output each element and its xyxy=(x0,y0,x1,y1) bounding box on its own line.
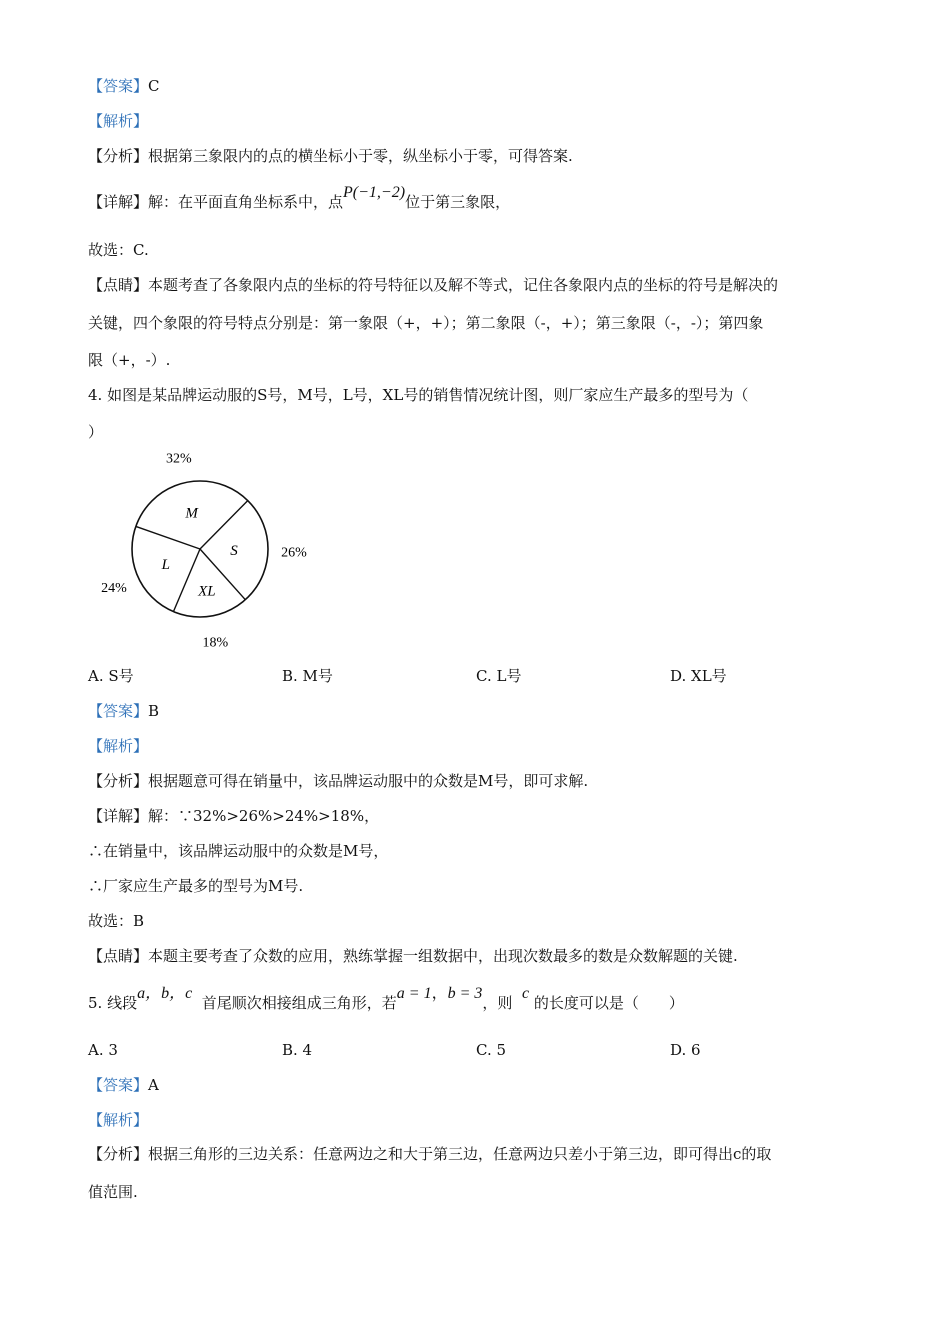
q5-stem-text-3: ，则 xyxy=(482,994,513,1012)
q3-dianjing-line-1 xyxy=(88,275,778,295)
q3-answer-line xyxy=(88,76,160,96)
pie-percent-label: 18% xyxy=(202,635,229,651)
q5-condition-b: b = 3 xyxy=(447,985,483,1002)
q4-option-b[interactable]: B. M号 xyxy=(282,667,333,685)
pie-percent-label: 26% xyxy=(281,545,307,561)
q5-stem-line xyxy=(88,983,684,1014)
q5-option-b[interactable]: B. 4 xyxy=(282,1041,313,1059)
q5-option-d[interactable]: D. 6 xyxy=(670,1041,701,1059)
answer-tag: 【答案】 xyxy=(88,1076,149,1094)
answer-tag: 【答案】 xyxy=(88,77,149,95)
q4-choice: 故选：B xyxy=(88,912,145,930)
pie-percent-label: 24% xyxy=(101,580,127,596)
q5-condition-a: a = 1 xyxy=(396,985,432,1002)
q3-choice: 故选：C. xyxy=(88,241,149,259)
q5-stem-text-2: 首尾顺次相接组成三角形，若 xyxy=(201,994,397,1012)
pie-slice-s xyxy=(200,501,248,549)
fenxi-text: 根据题意可得在销量中，该品牌运动服中的众数是M号，即可求解. xyxy=(148,772,589,790)
q5-option-c[interactable]: C. 5 xyxy=(476,1041,507,1059)
q5-fenxi-line-1 xyxy=(88,1144,771,1164)
fenxi-tag: 【分析】 xyxy=(88,147,149,165)
q5-stem-text: 5. 线段 xyxy=(88,994,138,1012)
xiangjie-text: 解：∵32%>26%>24%>18%， xyxy=(148,807,380,825)
q5-analysis-tag: 【解析】 xyxy=(88,1111,149,1129)
q3-dianjing-line-2: 关键，四个象限的符号特点分别是：第一象限（+，+）；第二象限（-，+）；第三象限（-，-）；第四象 xyxy=(88,314,764,332)
q4-xiangjie-line xyxy=(88,806,379,826)
fenxi-tag: 【分析】 xyxy=(88,772,149,790)
q4-option-d[interactable]: D. XL号 xyxy=(670,667,727,685)
xiangjie-tag: 【详解】 xyxy=(88,807,149,825)
dianjing-text: 本题考查了各象限内点的坐标的符号特征以及解不等式，记住各象限内点的坐标的符号是解决的 xyxy=(148,276,779,294)
q5-fenxi-line-2: 值范围. xyxy=(88,1183,138,1201)
q3-dianjing-line-3: 限（+，-）. xyxy=(88,351,171,369)
q3-xiangjie-line xyxy=(88,184,511,213)
answer-value: C xyxy=(148,77,160,95)
pie-chart xyxy=(85,452,345,652)
pie-category-label: S xyxy=(230,542,238,559)
q3-analysis-tag: 【解析】 xyxy=(88,112,149,130)
point-formula: P(−1,−2) xyxy=(343,184,406,201)
answer-value: B xyxy=(148,702,160,720)
fenxi-text: 根据三角形的三边关系：任意两边之和大于第三边，任意两边只差小于第三边，即可得出c的取 xyxy=(148,1145,772,1163)
q5-variable-c: c xyxy=(521,985,530,1002)
q4-xiangjie-line-2: ∴在销量中，该品牌运动服中的众数是M号， xyxy=(88,842,389,860)
q4-stem-line-1: 4. 如图是某品牌运动服的S号，M号，L号，XL号的销售情况统计图，则厂家应生产最多的型号为（ xyxy=(88,386,749,404)
pie-category-label: XL xyxy=(198,583,216,600)
q5-answer-line xyxy=(88,1075,159,1095)
q4-dianjing-line xyxy=(88,946,738,966)
dianjing-tag: 【点睛】 xyxy=(88,276,149,294)
q4-option-a[interactable]: A. S号 xyxy=(88,667,134,685)
answer-value: A xyxy=(148,1076,159,1094)
xiangjie-tag: 【详解】 xyxy=(88,193,149,211)
q4-option-c[interactable]: C. L号 xyxy=(476,667,522,685)
pie-slice-l xyxy=(173,549,200,612)
q5-separator: ， xyxy=(431,983,448,1002)
q4-stem-line-2: ） xyxy=(88,423,104,441)
xiangjie-text-end: 位于第三象限， xyxy=(405,193,511,211)
fenxi-text: 根据第三象限内的点的横坐标小于零，纵坐标小于零，可得答案. xyxy=(148,147,573,165)
q4-fenxi-line xyxy=(88,771,588,791)
pie-category-label: L xyxy=(161,557,170,574)
pie-slice-m xyxy=(136,526,200,549)
q5-stem-text-4: 的长度可以是（ ） xyxy=(533,994,684,1012)
pie-percent-label: 32% xyxy=(166,452,192,467)
dianjing-tag: 【点睛】 xyxy=(88,947,149,965)
q4-xiangjie-line-3: ∴厂家应生产最多的型号为M号. xyxy=(88,877,304,895)
q4-answer-line xyxy=(88,701,159,721)
xiangjie-text: 解：在平面直角坐标系中，点 xyxy=(148,193,344,211)
pie-slices xyxy=(101,452,307,651)
q5-variables: a，b，c xyxy=(137,985,193,1002)
pie-category-label: M xyxy=(185,505,198,522)
q4-analysis-tag: 【解析】 xyxy=(88,737,149,755)
dianjing-text: 本题主要考查了众数的应用，熟练掌握一组数据中，出现次数最多的数是众数解题的关键. xyxy=(148,947,738,965)
q5-option-a[interactable]: A. 3 xyxy=(88,1041,118,1059)
answer-tag: 【答案】 xyxy=(88,702,149,720)
q3-fenxi-line xyxy=(88,146,573,166)
fenxi-tag: 【分析】 xyxy=(88,1145,149,1163)
